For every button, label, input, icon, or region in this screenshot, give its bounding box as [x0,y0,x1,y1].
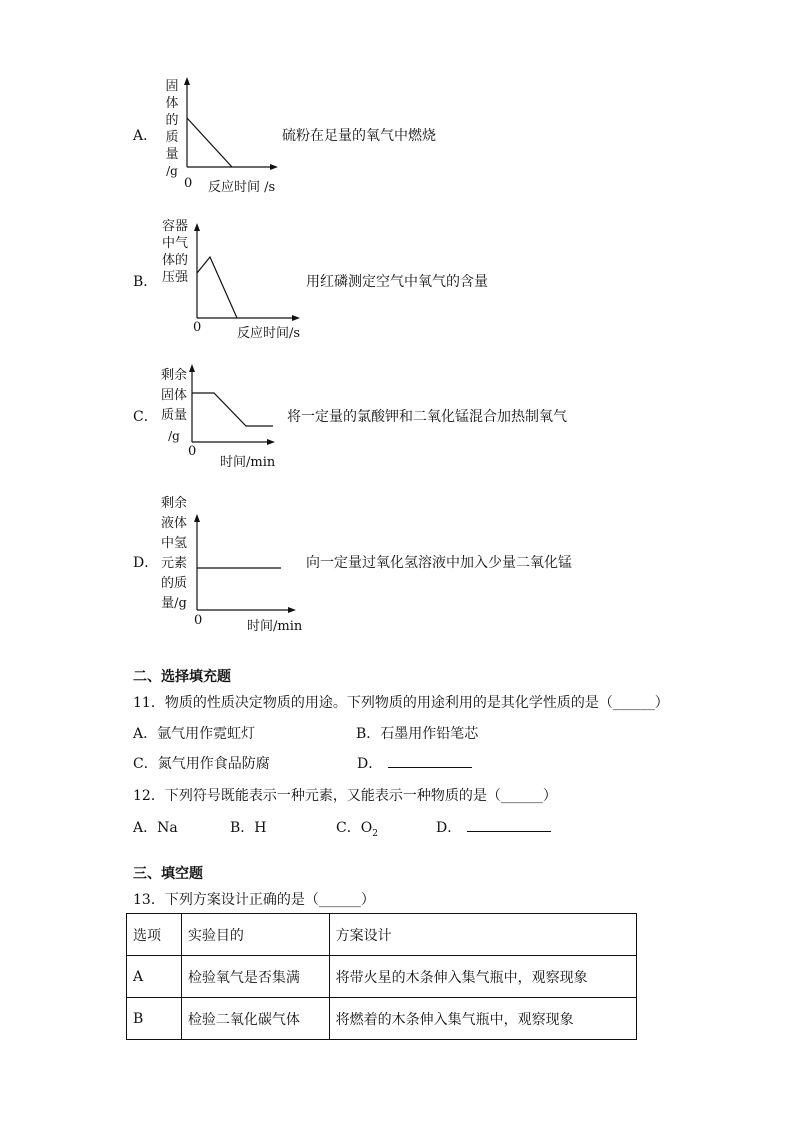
graph-a-plot [180,75,290,175]
option-a-label: A． [133,128,158,144]
graph-a-xlabel: 反应时间 /s [208,180,276,195]
q12-option-a: A．Na [133,820,178,836]
graph-b-plot [190,221,310,321]
graph-b-description: 用红磷测定空气中氧气的含量 [306,274,488,290]
graph-c-plot [185,362,285,447]
graph-c-origin: 0 [188,444,197,459]
q11-option-b: B．石墨用作铅笔芯 [356,726,479,742]
option-c-label: C． [133,409,158,425]
graph-a-description: 硫粉在足量的氧气中燃烧 [282,128,436,144]
table-cell: 检验二氧化碳气体 [181,998,329,1040]
section3-heading: 三、填空题 [133,866,203,882]
graph-a-origin: 0 [184,176,193,191]
y-axis-arrow [189,364,195,372]
y-axis-arrow [194,514,200,522]
table-cell: B [127,998,182,1040]
table-header-row [127,914,637,956]
q11-option-c: C．氮气用作食品防腐 [133,756,270,772]
graph-d-xlabel: 时间/min [247,619,303,634]
q12-option-d: D． [436,817,551,837]
x-axis-arrow [270,164,278,170]
q13-plan-table [126,913,637,1040]
option-d-label: D． [133,555,159,571]
graph-d-plot [190,512,305,612]
section2-heading: 二、选择填充题 [133,669,231,685]
q11-option-d: D． [357,753,472,773]
q11-stem: 11．物质的性质决定物质的用途。下列物质的用途利用的是其化学性质的是（______） [133,695,669,711]
q12-option-c: C．$O_2$ [336,820,378,839]
graph-c-ylabel: 剩余 固体 质量 /g [160,368,187,443]
graph-d-origin: 0 [194,613,203,628]
table-cell: 将燃着的木条伸入集气瓶中，观察现象 [329,998,636,1040]
table-cell: 检验氧气是否集满 [181,956,329,998]
q12-answer-blank [467,817,551,832]
table-header-cell: 选项 [127,914,182,956]
table-row [127,998,637,1040]
graph-b-xlabel: 反应时间/s [237,326,301,341]
graph-b-origin: 0 [193,320,202,335]
table-header-cell: 实验目的 [181,914,329,956]
table-row [127,956,637,998]
graph-c-curve [192,393,273,426]
graph-d-description: 向一定量过氧化氢溶液中加入少量二氧化锰 [306,555,572,571]
graph-a-curve [187,118,232,167]
q11-option-a: A．氩气用作霓虹灯 [133,726,256,742]
y-axis-arrow [194,223,200,231]
x-axis-arrow [292,315,300,321]
table-cell: A [127,956,182,998]
graph-c-description: 将一定量的氯酸钾和二氧化锰混合加热制氧气 [287,409,567,425]
graph-c-xlabel: 时间/min [220,455,276,470]
graph-d-ylabel: 剩余 液体 中氢 元素 的质 量/g [160,496,187,611]
graph-b-ylabel: 容器 中气 体的 压强 [161,219,188,285]
q13-stem: 13．下列方案设计正确的是（______） [133,892,375,908]
q11-answer-blank [388,753,472,768]
y-axis-arrow [184,77,190,85]
x-axis-arrow [288,607,296,613]
x-axis-arrow [267,439,275,445]
graph-a-ylabel: 固 体 的 质 量 /g [165,79,179,178]
table-header-cell: 方案设计 [329,914,636,956]
option-b-label: B． [133,274,158,290]
graph-b-curve [197,257,237,318]
table-cell: 将带火星的木条伸入集气瓶中，观察现象 [329,956,636,998]
q12-stem: 12．下列符号既能表示一种元素，又能表示一种物质的是（______） [133,788,557,804]
q12-option-b: B．H [230,820,267,836]
